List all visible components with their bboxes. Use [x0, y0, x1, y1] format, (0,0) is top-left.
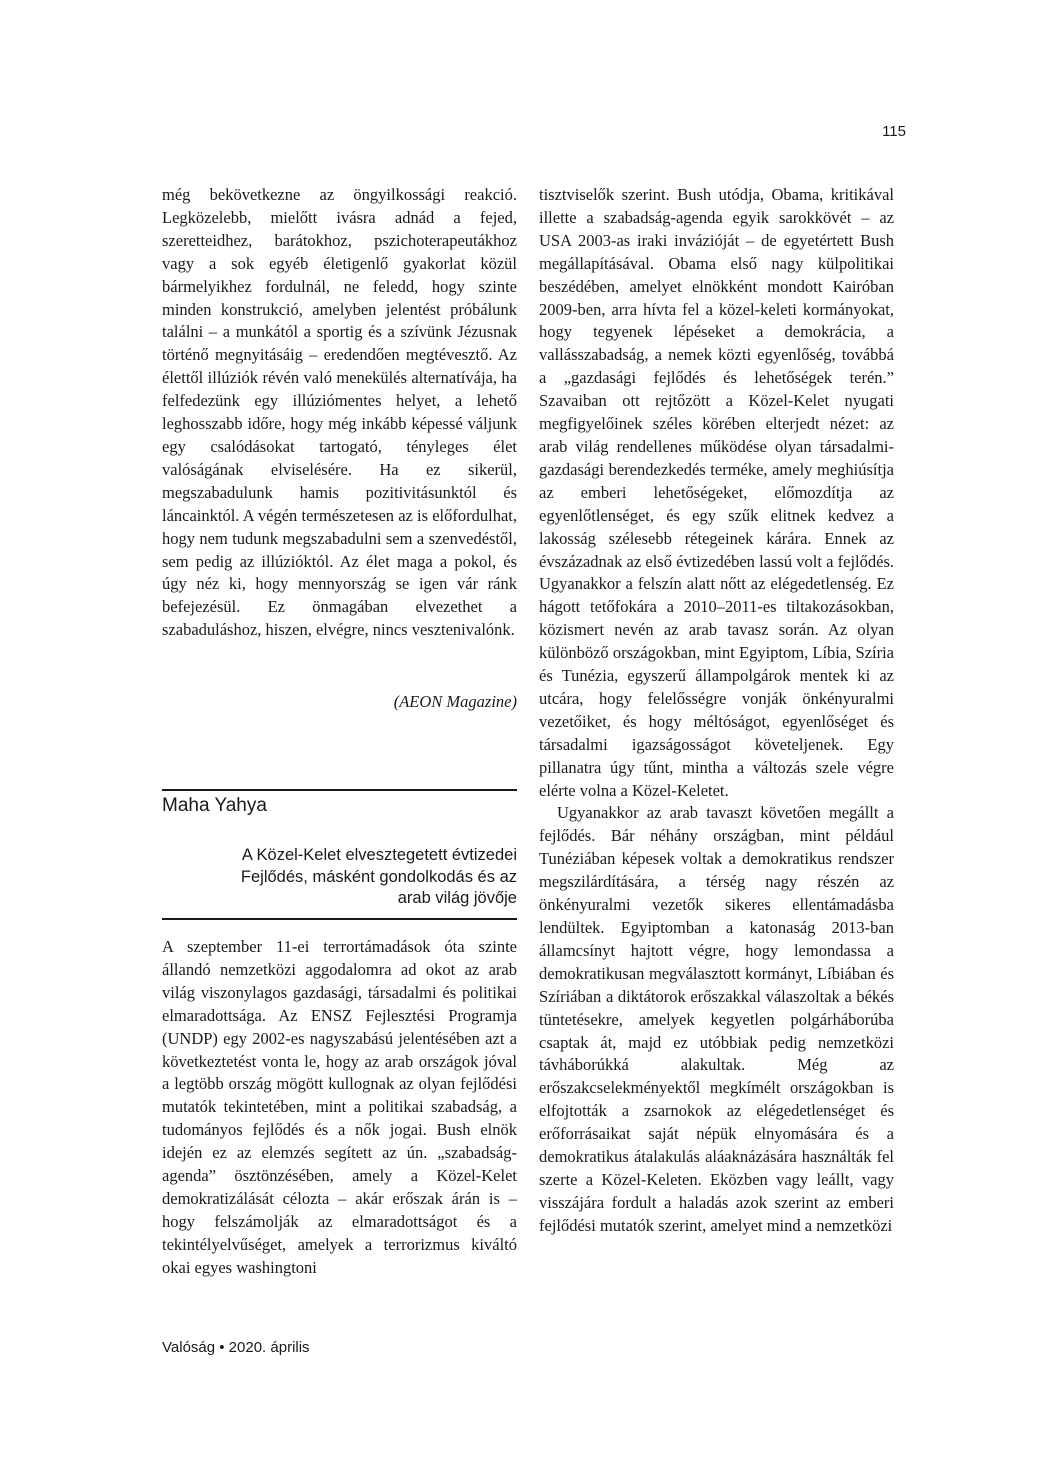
body-paragraph: A szeptember 11-ei terrortámadások óta szinte állandó nemzetközi aggodalomra ad okot az arab világ viszonylagos gazdasági, társadalmi és politikai elmaradottsága. Az ENSZ Fejlesztési Programja (UNDP) egy 2002-es nagyszabású jelentésében azt a következtetést vonta le, hogy az arab országok jóval a legtöbb ország mögött kullognak az olyan fejlődési mutatók tekintetében, mint a politikai szabadság, a tudományos fejlődés és a nők jogai. Bush elnök idején ez az elemzés segített az ún. „szabadság-agenda” ösztönzésében, amely a Közel-Kelet demokratizálását célozta – akár erőszak árán is – hogy felszámolják az elmaradottságot és a tekintélyelvűséget, amelyek a terrorizmus kiváltó okai egyes washingtoni [162, 937, 517, 1277]
article-title-line: A Közel-Kelet elvesztegetett évtizedei [241, 846, 517, 864]
article-title [162, 845, 517, 910]
article-divider-top [162, 789, 517, 791]
source-citation: (AEON Magazine) [393, 692, 517, 711]
article-divider-bottom [162, 918, 517, 920]
article-intro [162, 936, 517, 1280]
previous-article-ending [162, 184, 517, 642]
article-subtitle-line: arab világ jövője [397, 889, 517, 907]
page-number: 115 [882, 123, 906, 140]
right-column [539, 184, 894, 1238]
article-author: Maha Yahya [162, 795, 267, 816]
body-paragraph: tisztviselők szerint. Bush utódja, Obama, kritikával illette a szabadság-agenda egyik sarokkövét – az USA 2003-as iraki invázióját – de egyetértett Bush megállapításával. Obama első nagy külpolitikai beszédében, amelyet elnökként mondott Kairóban 2009-ben, arra hívta fel a közel-keleti kormányokat, hogy tegyenek lépéseket a demokrácia, a vallásszabadság, a nemek közti egyenlőség, továbbá a „gazdasági fejlődés és lehetőségek terén.” Szavaiban ott rejtőzött a Közel-Kelet nyugati megfigyelőinek széles körében elterjedt nézet: az arab világ rendellenes működése olyan társadalmi-gazdasági berendezkedés terméke, amely meghiúsítja az emberi lehetőségeket, előmozdítja az egyenlőtlenséget, és egy szűk elitnek kedvez a lakosság szélesebb rétegeinek kárára. Ennek az évszázadnak az első évtizedében lassú volt a fejlődés. Ugyanakkor a felszín alatt nőtt az elégedetlenség. Ez hágott tetőfokára a 2010–2011-es tiltakozásokban, közismert nevén az arab tavasz során. Az olyan különböző országokban, mint Egyiptom, Líbia, Szíria és Tunézia, egyszerű állampolgárok mentek ki az utcára, hogy felelősségre vonják önkényuralmi vezetőiket, és hogy méltóságot, egyenlőséget és társadalmi igazságosságot követeljenek. Egy pillanatra úgy tűnt, mintha a változás szele végre elérte volna a Közel-Keletet. [539, 185, 894, 800]
body-paragraph: még bekövetkezne az öngyilkossági reakció. Legközelebb, mielőtt ivásra adnád a fejed, szeretteidhez, barátokhoz, pszichoterapeutákhoz vagy a sok egyéb életigenlő gyakorlat közül bármelyikhez fordulnál, ne feledd, hogy szinte minden konstrukció, amelyben jelentést próbálunk találni – a munkától a sportig és a szívünk Jézusnak történő megnyitásáig – eredendően megtévesztő. Az élettől illúziók révén való menekülés alternatívája, ha felfedezünk egy illúziómentes helyet, a lehető leghosszabb időre, hogy még inkább képessé váljunk egy csalódásokat tartogató, tényleges élet valóságának elviselésére. Ha ez sikerül, megszabadulunk hamis pozitivitásunktól és láncainktól. A végén természetesen az is előfordulhat, hogy nem tudunk megszabadulni sem a szenvedéstől, sem pedig az illúzióktól. Az élet maga a pokol, és úgy néz ki, hogy mennyország se igen vár ránk befejezésül. Ez önmagában elvezethet a szabaduláshoz, hiszen, elvégre, nincs vesztenivalónk. [162, 185, 517, 640]
body-paragraph: Ugyanakkor az arab tavaszt követően megállt a fejlődés. Bár néhány országban, mint például Tunéziában képesek voltak a demokratikus rendszer megszilárdítására, a térség nagy részén az önkényuralmi vezetők sikeres ellentámadásba lendültek. Egyiptomban a katonaság 2013-ban államcsínyt hajtott végre, hogy lemondassa a demokratikusan megválasztott kormányt, Líbiában és Szíriában a diktátorok erőszakkal válaszoltak a békés tüntetésekre, amelyek kegyetlen polgárháborúba csaptak át, majd ez utóbbiak pedig nemzetközi távháborúkká alakultak. Még az erőszakcselekményektől megkímélt országokban is elfojtották a zsarnokok az elégedetlenséget és erőforrásaikat saját népük elnyomására és a demokratikus átalakulás aláaknázására használták fel szerte a Közel-Keleten. Eközben vagy leállt, vagy visszájára fordult a haladás azok szerint az emberi fejlődési mutatók szerint, amelyet mind a nemzetközi [539, 803, 894, 1235]
article-subtitle-line: Fejlődés, másként gondolkodás és az [240, 867, 517, 886]
page-footer: Valóság • 2020. április [162, 1339, 310, 1356]
